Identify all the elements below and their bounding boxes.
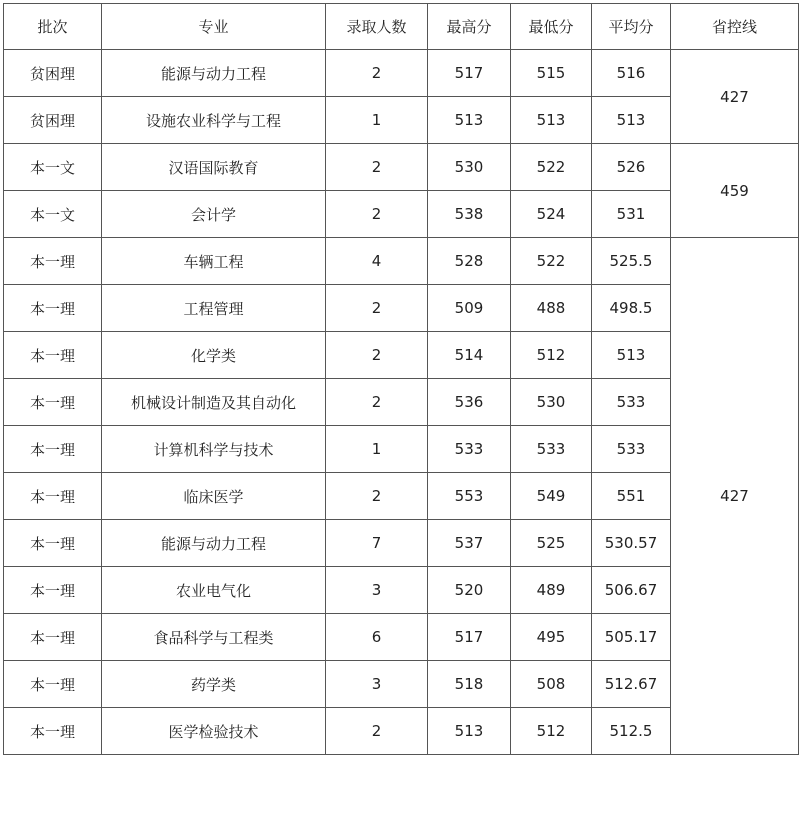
cell-highest-score: 513: [428, 97, 511, 144]
cell-batch: 本一理: [4, 708, 102, 755]
cell-major: 工程管理: [102, 285, 326, 332]
cell-admitted-count: 1: [326, 97, 428, 144]
cell-lowest-score: 512: [511, 332, 592, 379]
cell-batch: 本一理: [4, 379, 102, 426]
cell-average-score: 516: [592, 50, 671, 97]
cell-average-score: 551: [592, 473, 671, 520]
cell-admitted-count: 2: [326, 332, 428, 379]
cell-lowest-score: 512: [511, 708, 592, 755]
cell-admitted-count: 7: [326, 520, 428, 567]
cell-batch: 贫困理: [4, 97, 102, 144]
cell-batch: 本一理: [4, 520, 102, 567]
cell-average-score: 513: [592, 97, 671, 144]
cell-major: 药学类: [102, 661, 326, 708]
cell-average-score: 530.57: [592, 520, 671, 567]
cell-batch: 本一文: [4, 191, 102, 238]
cell-admitted-count: 2: [326, 379, 428, 426]
cell-lowest-score: 533: [511, 426, 592, 473]
cell-lowest-score: 513: [511, 97, 592, 144]
cell-batch: 本一理: [4, 473, 102, 520]
cell-highest-score: 533: [428, 426, 511, 473]
cell-highest-score: 520: [428, 567, 511, 614]
cell-average-score: 505.17: [592, 614, 671, 661]
cell-highest-score: 509: [428, 285, 511, 332]
header-batch: 批次: [4, 4, 102, 50]
cell-lowest-score: 549: [511, 473, 592, 520]
cell-average-score: 506.67: [592, 567, 671, 614]
cell-highest-score: 538: [428, 191, 511, 238]
cell-lowest-score: 525: [511, 520, 592, 567]
cell-admitted-count: 3: [326, 567, 428, 614]
table-row: [4, 144, 799, 191]
header-highest-score: 最高分: [428, 4, 511, 50]
header-control-line: 省控线: [671, 4, 799, 50]
cell-admitted-count: 4: [326, 238, 428, 285]
cell-admitted-count: 2: [326, 473, 428, 520]
cell-admitted-count: 6: [326, 614, 428, 661]
cell-average-score: 533: [592, 426, 671, 473]
cell-batch: 本一理: [4, 661, 102, 708]
cell-major: 机械设计制造及其自动化: [102, 379, 326, 426]
cell-lowest-score: 522: [511, 238, 592, 285]
cell-highest-score: 517: [428, 50, 511, 97]
cell-admitted-count: 2: [326, 191, 428, 238]
cell-major: 计算机科学与技术: [102, 426, 326, 473]
cell-average-score: 512.5: [592, 708, 671, 755]
table-row: [4, 238, 799, 285]
cell-average-score: 526: [592, 144, 671, 191]
cell-major: 农业电气化: [102, 567, 326, 614]
cell-highest-score: 537: [428, 520, 511, 567]
header-major: 专业: [102, 4, 326, 50]
header-lowest-score: 最低分: [511, 4, 592, 50]
cell-lowest-score: 489: [511, 567, 592, 614]
cell-major: 汉语国际教育: [102, 144, 326, 191]
cell-batch: 本一理: [4, 426, 102, 473]
cell-lowest-score: 530: [511, 379, 592, 426]
cell-average-score: 512.67: [592, 661, 671, 708]
header-average-score: 平均分: [592, 4, 671, 50]
cell-major: 能源与动力工程: [102, 520, 326, 567]
cell-highest-score: 517: [428, 614, 511, 661]
cell-batch: 本一理: [4, 238, 102, 285]
cell-batch: 本一理: [4, 567, 102, 614]
cell-lowest-score: 522: [511, 144, 592, 191]
cell-lowest-score: 495: [511, 614, 592, 661]
cell-average-score: 498.5: [592, 285, 671, 332]
cell-admitted-count: 1: [326, 426, 428, 473]
cell-batch: 贫困理: [4, 50, 102, 97]
cell-admitted-count: 2: [326, 144, 428, 191]
cell-major: 车辆工程: [102, 238, 326, 285]
cell-admitted-count: 2: [326, 285, 428, 332]
cell-highest-score: 553: [428, 473, 511, 520]
cell-highest-score: 518: [428, 661, 511, 708]
cell-average-score: 525.5: [592, 238, 671, 285]
cell-highest-score: 536: [428, 379, 511, 426]
cell-highest-score: 530: [428, 144, 511, 191]
cell-average-score: 531: [592, 191, 671, 238]
cell-average-score: 513: [592, 332, 671, 379]
cell-batch: 本一理: [4, 332, 102, 379]
cell-lowest-score: 524: [511, 191, 592, 238]
cell-major: 医学检验技术: [102, 708, 326, 755]
header-admitted-count: 录取人数: [326, 4, 428, 50]
cell-highest-score: 513: [428, 708, 511, 755]
table-row: [4, 50, 799, 97]
cell-control-line: 427: [671, 238, 799, 755]
cell-lowest-score: 515: [511, 50, 592, 97]
cell-average-score: 533: [592, 379, 671, 426]
cell-batch: 本一理: [4, 285, 102, 332]
cell-control-line: 459: [671, 144, 799, 238]
cell-admitted-count: 3: [326, 661, 428, 708]
header-row: [4, 4, 799, 50]
cell-lowest-score: 488: [511, 285, 592, 332]
cell-highest-score: 514: [428, 332, 511, 379]
cell-major: 会计学: [102, 191, 326, 238]
cell-lowest-score: 508: [511, 661, 592, 708]
cell-batch: 本一理: [4, 614, 102, 661]
cell-major: 能源与动力工程: [102, 50, 326, 97]
admission-table: [3, 3, 799, 755]
cell-major: 食品科学与工程类: [102, 614, 326, 661]
cell-control-line: 427: [671, 50, 799, 144]
cell-admitted-count: 2: [326, 708, 428, 755]
cell-major: 化学类: [102, 332, 326, 379]
cell-batch: 本一文: [4, 144, 102, 191]
cell-major: 临床医学: [102, 473, 326, 520]
cell-admitted-count: 2: [326, 50, 428, 97]
cell-major: 设施农业科学与工程: [102, 97, 326, 144]
cell-highest-score: 528: [428, 238, 511, 285]
